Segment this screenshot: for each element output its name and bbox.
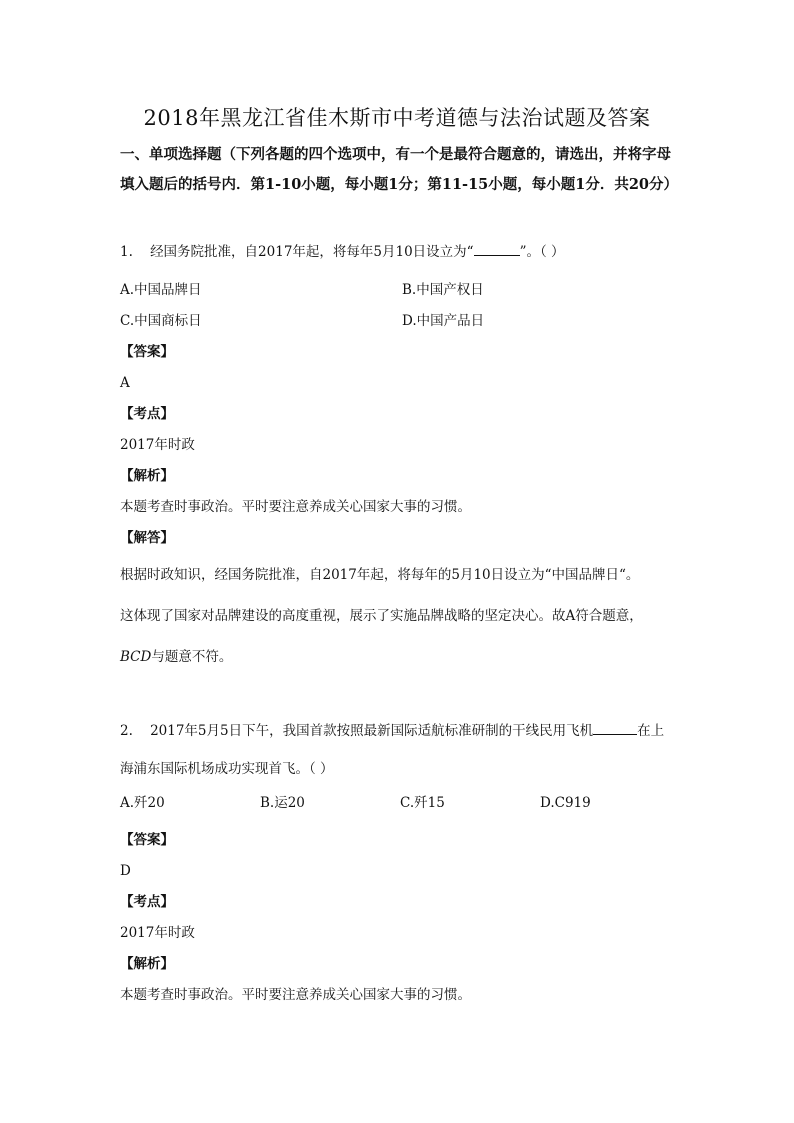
question-2-text-b: 在上 [637, 723, 665, 739]
question-2-stem-line-2: 海浦东国际机场成功实现首飞。（ ） [120, 761, 334, 777]
q1-point-value: 2017年时政 [120, 437, 195, 453]
question-2-text-a: 2017年5月5日下午，我国首款按照最新国际适航标准研制的干线民用飞机 [150, 723, 594, 739]
q2-option-a: A.歼20 [120, 795, 165, 811]
q2-option-b: B.运20 [260, 795, 305, 811]
q2-option-d: D.C919 [540, 795, 591, 811]
q1-analysis-label: 【解析】 [120, 468, 174, 484]
q2-analysis-text: 本题考查时事政治。平时要注意养成关心国家大事的习惯。 [120, 987, 471, 1003]
question-1-stem [120, 243, 565, 261]
q1-solution-line-2: 这体现了国家对品牌建设的高度重视，展示了实施品牌战略的坚定决心。故A符合题意， [120, 608, 643, 624]
q2-point-value: 2017年时政 [120, 925, 195, 941]
answer-blank [474, 243, 520, 256]
q1-point-label: 【考点】 [120, 406, 174, 422]
q1-analysis-text: 本题考查时事政治。平时要注意养成关心国家大事的习惯。 [120, 499, 471, 515]
q2-point-label: 【考点】 [120, 894, 174, 910]
q2-answer-value: D [120, 863, 131, 879]
q1-solution-label: 【解答】 [120, 530, 174, 546]
q1-solution-line-1: 根据时政知识，经国务院批准，自2017年起，将每年的5月10日设立为“中国品牌日“。 [120, 567, 640, 583]
q1-option-c: C.中国商标日 [120, 313, 202, 329]
q2-answer-label: 【答案】 [120, 832, 174, 848]
answer-blank [593, 722, 637, 735]
question-1-number: 1. [120, 244, 133, 260]
q1-answer-value: A [120, 375, 130, 391]
q2-analysis-label: 【解析】 [120, 956, 174, 972]
q1-option-d: D.中国产品日 [402, 313, 485, 329]
question-2-stem-line-1 [120, 722, 664, 740]
page-title: 2018年黑龙江省佳木斯市中考道德与法治试题及答案 [143, 106, 651, 130]
q1-option-a: A.中国品牌日 [120, 282, 202, 298]
question-1-text-b: ”。（ ） [519, 244, 565, 260]
question-1-text-a: 经国务院批准，自2017年起，将每年5月10日设立为“ [150, 244, 474, 260]
section-heading: 一、单项选择题（下列各题的四个选项中，有一个是最符合题意的，请选出，并将字母填入题后的括号内．第1-10小题，每小题1分；第11-15小题，每小题1分．共20分） [120, 146, 679, 193]
q2-option-c: C.歼15 [400, 795, 445, 811]
q1-solution-options: BCD [120, 649, 152, 665]
q1-answer-label: 【答案】 [120, 344, 174, 360]
q1-solution-tail: 与题意不符。 [151, 649, 233, 665]
q1-option-b: B.中国产权日 [402, 282, 484, 298]
question-2-number: 2. [120, 723, 133, 739]
q1-solution-line-3 [120, 648, 232, 666]
